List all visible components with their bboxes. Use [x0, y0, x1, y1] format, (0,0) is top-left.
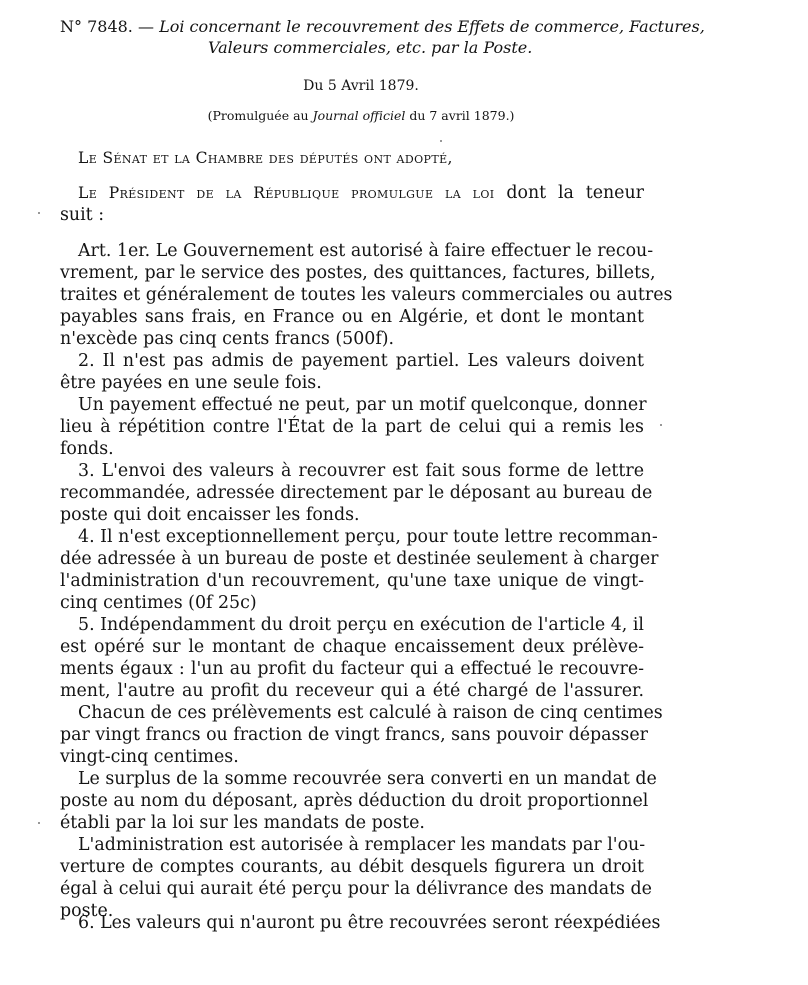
body-line-12: recommandée, adressée directement par le déposant au bureau de	[60, 483, 653, 503]
law-title-line-1	[60, 17, 705, 36]
body-line-5: n'excède pas cinq cents francs (500f).	[60, 329, 395, 349]
promulgation-open: (Promulguée au	[207, 108, 313, 123]
preamble-president-line-2: suit :	[60, 205, 105, 225]
scan-speck	[38, 822, 40, 824]
preamble-president-sc: Le Président de la République promulgue la loi	[78, 184, 495, 202]
body-line-31: poste.	[60, 901, 114, 921]
body-line-13: poste qui doit encaisser les fonds.	[60, 505, 360, 525]
body-line-24: vingt-cinq centimes.	[60, 747, 239, 767]
body-line-30: égal à celui qui aurait été perçu pour la délivrance des mandats de	[60, 879, 652, 899]
body-line-15: dée adressée à un bureau de poste et destinée seulement à charger	[60, 549, 659, 569]
body-line-28: L'administration est autorisée à remplacer les mandats par l'ou-	[78, 835, 646, 855]
body-line-7: être payées en une seule fois.	[60, 373, 322, 393]
body-line-1: Art. 1er. Le Gouvernement est autorisé à faire effectuer le recou-	[78, 241, 654, 261]
law-date: Du 5 Avril 1879.	[303, 78, 419, 94]
preamble-president-rest: dont la teneur	[494, 183, 644, 203]
scan-speck	[38, 212, 40, 214]
journal-name: Journal officiel	[312, 108, 406, 123]
body-line-16: l'administration d'un recouvrement, qu'une taxe unique de vingt-	[60, 571, 644, 591]
body-line-14: 4. Il n'est exceptionnellement perçu, pour toute lettre recomman-	[78, 527, 658, 547]
law-number: N° 7848. —	[60, 17, 154, 36]
body-line-22: Chacun de ces prélèvements est calculé à raison de cinq centimes	[78, 703, 663, 723]
cut-off-line-wrapper	[0, 913, 722, 936]
promulgation-note	[0, 108, 722, 123]
body-line-23: par vingt francs ou fraction de vingt francs, sans pouvoir dépasser	[60, 725, 648, 745]
body-line-19: est opéré sur le montant de chaque encaissement deux prélève-	[60, 637, 644, 657]
preamble-senat: Le Sénat et la Chambre des députés ont adopté,	[78, 149, 453, 167]
body-line-26: poste au nom du déposant, après déduction du droit proportionnel	[60, 791, 649, 811]
body-line-10: fonds.	[60, 439, 114, 459]
body-line-4: payables sans frais, en France ou en Algérie, et dont le montant	[60, 307, 644, 327]
preamble-president	[78, 182, 644, 204]
law-title-text-2: Valeurs commerciales, etc. par la Poste.	[208, 38, 533, 57]
body-line-3: traites et généralement de toutes les valeurs commerciales ou autres	[60, 285, 673, 305]
law-title-text-1: Loi concernant le recouvrement des Effets de commerce, Factures,	[159, 17, 705, 36]
scan-speck	[660, 424, 662, 426]
body-line-11: 3. L'envoi des valeurs à recouvrer est fait sous forme de lettre	[78, 461, 644, 481]
body-line-29: verture de comptes courants, au débit desquels figurera un droit	[60, 857, 644, 877]
body-line-6: 2. Il n'est pas admis de payement partiel. Les valeurs doivent	[78, 351, 644, 371]
body-line-27: établi par la loi sur les mandats de poste.	[60, 813, 425, 833]
body-line-17: cinq centimes (0f 25c)	[60, 593, 257, 613]
body-line-9: lieu à répétition contre l'État de la part de celui qui a remis les	[60, 417, 644, 437]
body-line-18: 5. Indépendamment du droit perçu en exécution de l'article 4, il	[78, 615, 644, 635]
body-line-25: Le surplus de la somme recouvrée sera converti en un mandat de	[78, 769, 657, 789]
promulgation-close: du 7 avril 1879.)	[405, 108, 515, 123]
body-line-2: vrement, par le service des postes, des quittances, factures, billets,	[60, 263, 656, 283]
body-line-8: Un payement effectué ne peut, par un motif quelconque, donner	[78, 395, 647, 415]
body-line-20: ments égaux : l'un au profit du facteur qui a effectué le recouvre-	[60, 659, 644, 679]
body-line-21: ment, l'autre au profit du receveur qui a été chargé de l'assurer.	[60, 681, 644, 701]
law-title-line-2	[208, 38, 808, 57]
scan-speck	[440, 140, 442, 142]
cut-off-line: 6. Les valeurs qui n'auront pu être recouvrées seront réexpédiées	[78, 913, 661, 933]
